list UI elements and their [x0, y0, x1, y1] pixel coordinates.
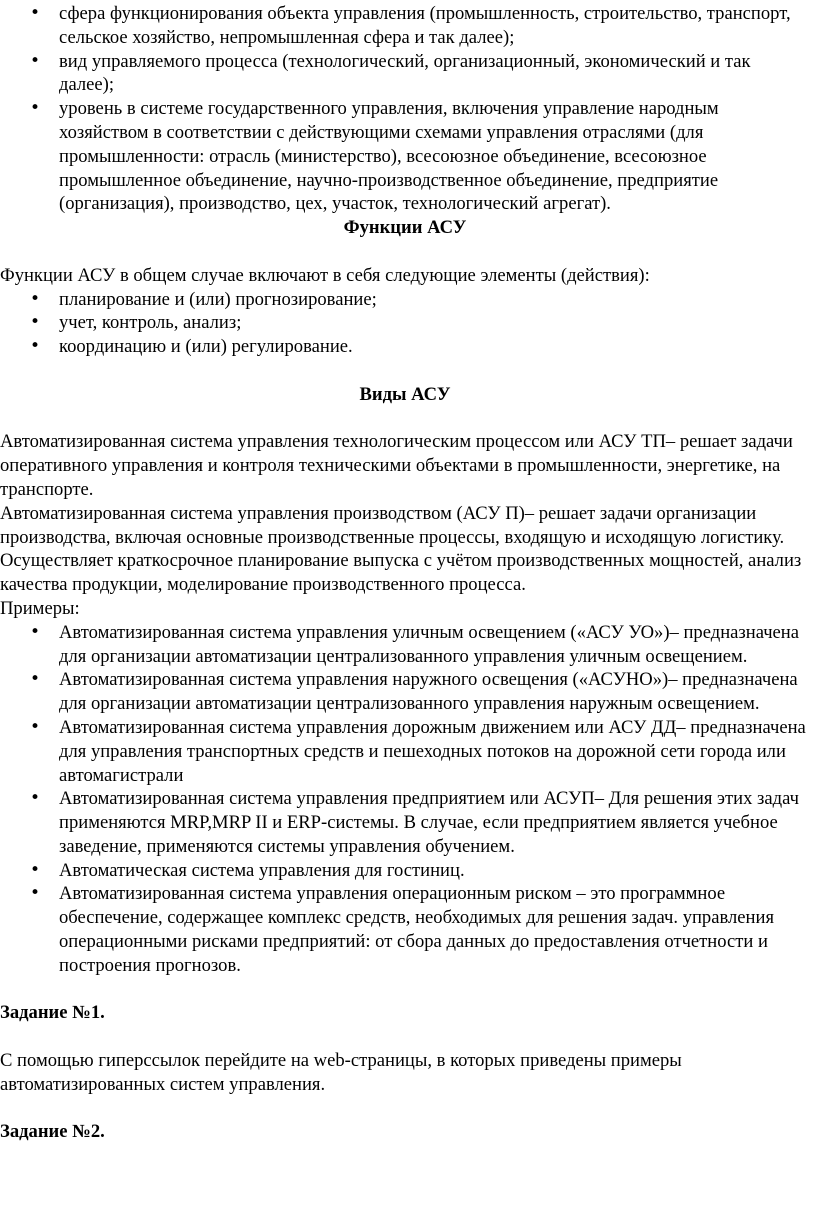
examples-bullet-list — [0, 621, 816, 978]
spacer — [0, 1097, 816, 1121]
task1-text: С помощью гиперссылок перейдите на web-страницы, в которых приведены примеры автоматизированных систем управления. — [0, 1050, 682, 1095]
list-item: • вид управляемого процесса (технологический, организационный, экономический и так далее); — [0, 50, 816, 98]
types-paragraph-asu-p: Автоматизированная система управления производством (АСУ П)– решает задачи организации производства, включая основные производственные процессы, входящую и исходящую логистику. Осуществляет краткосрочное планирование выпуска с учётом производственных мощностей, анализ качества продукции, моделирование производственного процесса. — [0, 502, 802, 596]
types-heading: Виды АСУ — [359, 383, 451, 405]
list-item: • Автоматизированная система управления операционным риском – это программное обеспечение, содержащее комплекс средств, необходимых для решения задач. управления операционными рисками предприятий: от сбора данных до предоставления отчетности и построения прогнозов. — [0, 882, 816, 977]
functions-intro: Функции АСУ в общем случае включают в себя следующие элементы (действия): — [0, 264, 650, 286]
intro-bullet-list — [0, 2, 816, 216]
spacer — [0, 240, 816, 264]
list-item: • сфера функционирования объекта управления (промышленность, строительство, транспорт, сельское хозяйство, непромышленная сфера и так далее); — [0, 2, 816, 50]
list-item: • Автоматизированная система управления предприятием или АСУП– Для решения этих задач применяются MRP,MRP II и ERP-системы. В случае, если предприятием является учебное заведение, применяются системы управления обучением. — [0, 787, 816, 858]
functions-heading: Функции АСУ — [343, 217, 467, 239]
list-item: • Автоматизированная система управления уличным освещением («АСУ УО»)– предназначена для организации автоматизации централизованного управления уличным освещением. — [0, 621, 816, 669]
functions-bullet-list — [0, 288, 816, 359]
list-item: • учет, контроль, анализ; — [0, 311, 816, 335]
task2-heading: Задание №2. — [0, 1121, 105, 1143]
examples-label: Примеры: — [0, 597, 80, 619]
list-item: • планирование и (или) прогнозирование; — [0, 288, 816, 312]
list-item: • Автоматизированная система управления дорожным движением или АСУ ДД– предназначена для управления транспортных средств и пешеходных потоков на дорожной сети города или автомагистрали — [0, 716, 816, 787]
spacer — [0, 978, 816, 1002]
list-item: • Автоматическая система управления для гостиниц. — [0, 859, 816, 883]
types-paragraph-asu-tp: Автоматизированная система управления технологическим процессом или АСУ ТП– решает задачи оперативного управления и контроля техническими объектами в промышленности, энергетике, на транспорте. — [0, 431, 793, 500]
spacer — [0, 1025, 816, 1049]
list-item: • координацию и (или) регулирование. — [0, 335, 816, 359]
list-item: • Автоматизированная система управления наружного освещения («АСУНО»)– предназначена для организации автоматизации централизованного управления наружным освещением. — [0, 668, 816, 716]
spacer — [0, 407, 816, 431]
spacer — [0, 359, 816, 383]
task1-heading: Задание №1. — [0, 1002, 105, 1024]
list-item: • уровень в системе государственного управления, включения управление народным хозяйством в соответствии с действующими схемами управления отраслями (для промышленности: отрасль (министерство), всесоюзное объединение, всесоюзное промышленное объединение, научно-производственное объединение, предприятие (организация), производство, цех, участок, технологический агрегат). — [0, 97, 816, 216]
